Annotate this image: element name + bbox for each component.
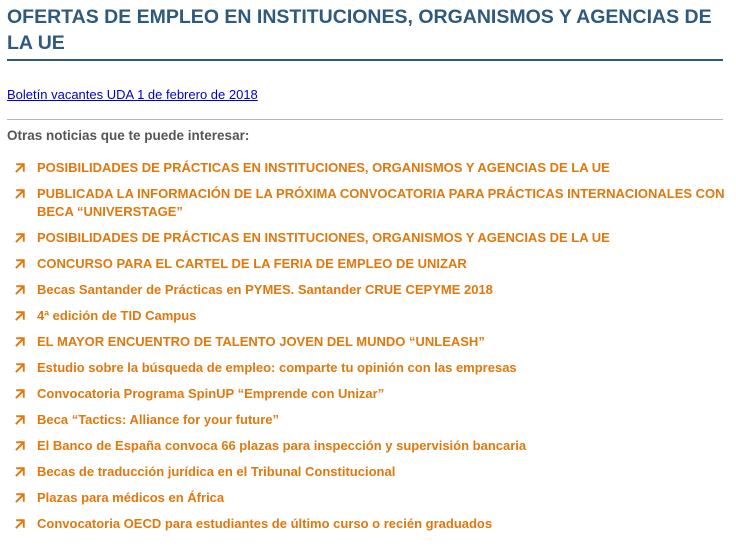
arrow-up-right-icon <box>15 233 25 243</box>
related-news-heading: Otras noticias que te puede interesar: <box>7 128 250 143</box>
news-link[interactable]: Convocatoria Programa SpinUP “Emprende con Unizar” <box>37 386 385 401</box>
arrow-up-right-icon <box>15 163 25 173</box>
arrow-up-right-icon <box>15 493 25 503</box>
arrow-up-right-icon <box>15 259 25 269</box>
news-link[interactable]: Plazas para médicos en África <box>37 490 225 505</box>
arrow-up-right-icon <box>15 189 25 199</box>
news-link[interactable]: PUBLICADA LA INFORMACIÓN DE LA PRÓXIMA CONVOCATORIA PARA PRÁCTICAS INTERNACIONALES CON BECA “UNIVERSTAGE” <box>37 186 725 219</box>
news-link[interactable]: EL MAYOR ENCUENTRO DE TALENTO JOVEN DEL MUNDO “UNLEASH” <box>37 334 485 349</box>
arrow-up-right-icon <box>15 441 25 451</box>
news-link[interactable]: El Banco de España convoca 66 plazas para inspección y supervisión bancaria <box>37 438 527 453</box>
arrow-up-right-icon <box>15 389 25 399</box>
page-title: OFERTAS DE EMPLEO EN INSTITUCIONES, ORGANISMOS Y AGENCIAS DE LA UE <box>7 6 712 54</box>
news-link[interactable]: Convocatoria OECD para estudiantes de último curso o recién graduados <box>37 516 493 531</box>
arrow-up-right-icon <box>15 285 25 295</box>
arrow-up-right-icon <box>15 311 25 321</box>
news-link[interactable]: 4ª edición de TID Campus <box>37 308 197 323</box>
arrow-up-right-icon <box>15 415 25 425</box>
news-link[interactable]: Becas Santander de Prácticas en PYMES. Santander CRUE CEPYME 2018 <box>37 282 493 297</box>
news-link[interactable]: POSIBILIDADES DE PRÁCTICAS EN INSTITUCIONES, ORGANISMOS Y AGENCIAS DE LA UE <box>37 160 610 175</box>
news-link[interactable]: Estudio sobre la búsqueda de empleo: comparte tu opinión con las empresas <box>37 360 517 375</box>
news-link[interactable]: POSIBILIDADES DE PRÁCTICAS EN INSTITUCIONES, ORGANISMOS Y AGENCIAS DE LA UE <box>37 230 610 245</box>
arrow-up-right-icon <box>15 519 25 529</box>
news-link[interactable]: Beca “Tactics: Alliance for your future” <box>37 412 280 427</box>
arrow-up-right-icon <box>15 363 25 373</box>
arrow-up-right-icon <box>15 467 25 477</box>
news-link[interactable]: Becas de traducción jurídica en el Tribunal Constitucional <box>37 464 396 479</box>
bulletin-link[interactable]: Boletín vacantes UDA 1 de febrero de 2018 <box>7 87 258 102</box>
arrow-up-right-icon <box>15 337 25 347</box>
news-link[interactable]: CONCURSO PARA EL CARTEL DE LA FERIA DE EMPLEO DE UNIZAR <box>37 256 467 271</box>
